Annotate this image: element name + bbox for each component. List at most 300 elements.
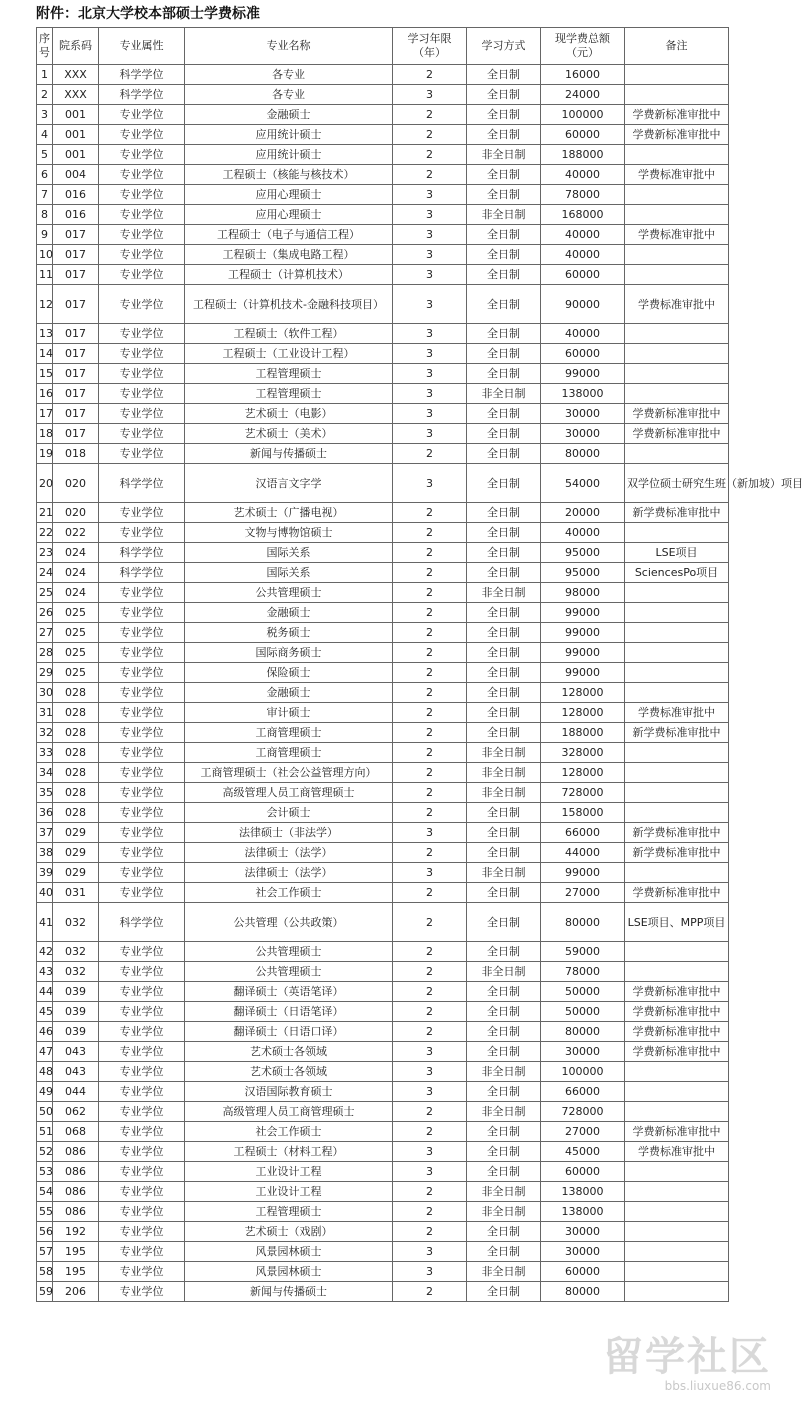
table-row: [37, 225, 729, 245]
cell-index: 13: [37, 324, 53, 344]
cell-program-name: 艺术硕士（美术）: [185, 424, 393, 444]
fee-table: [36, 27, 803, 1302]
cell-study-mode: 全日制: [467, 1022, 541, 1042]
cell-degree-type: 专业学位: [99, 763, 185, 783]
cell-total-fee: 100000: [541, 105, 625, 125]
cell-program-name: 工程管理硕士: [185, 384, 393, 404]
cell-dept-code: 017: [53, 285, 99, 324]
cell-program-name: 保险硕士: [185, 663, 393, 683]
cell-duration: 3: [393, 404, 467, 424]
cell-total-fee: 30000: [541, 1042, 625, 1062]
table-row: [37, 1142, 729, 1162]
cell-total-fee: 100000: [541, 1062, 625, 1082]
cell-note: [625, 803, 729, 823]
cell-total-fee: 328000: [541, 743, 625, 763]
cell-note: [625, 643, 729, 663]
cell-total-fee: 188000: [541, 145, 625, 165]
cell-index: 18: [37, 424, 53, 444]
cell-dept-code: 192: [53, 1222, 99, 1242]
cell-index: 1: [37, 65, 53, 85]
cell-program-name: 金融硕士: [185, 603, 393, 623]
cell-index: 59: [37, 1282, 53, 1302]
cell-duration: 3: [393, 424, 467, 444]
cell-study-mode: 全日制: [467, 723, 541, 743]
cell-index: 19: [37, 444, 53, 464]
table-row: [37, 503, 729, 523]
cell-study-mode: 非全日制: [467, 145, 541, 165]
cell-duration: 3: [393, 85, 467, 105]
cell-index: 26: [37, 603, 53, 623]
cell-duration: 2: [393, 1002, 467, 1022]
cell-total-fee: 60000: [541, 125, 625, 145]
cell-degree-type: 专业学位: [99, 523, 185, 543]
cell-total-fee: 66000: [541, 823, 625, 843]
table-row: [37, 464, 729, 503]
cell-program-name: 工商管理硕士: [185, 743, 393, 763]
table-row: [37, 543, 729, 563]
cell-study-mode: 非全日制: [467, 1182, 541, 1202]
cell-duration: 2: [393, 1222, 467, 1242]
cell-index: 56: [37, 1222, 53, 1242]
cell-index: 17: [37, 404, 53, 424]
cell-index: 49: [37, 1082, 53, 1102]
cell-index: 16: [37, 384, 53, 404]
cell-note: 双学位硕士研究生班（新加坡）项目: [625, 464, 729, 503]
cell-dept-code: 044: [53, 1082, 99, 1102]
cell-study-mode: 非全日制: [467, 205, 541, 225]
cell-program-name: 国际商务硕士: [185, 643, 393, 663]
cell-note: 新学费标准审批中: [625, 723, 729, 743]
cell-program-name: 应用统计硕士: [185, 125, 393, 145]
table-row: [37, 324, 729, 344]
cell-duration: 3: [393, 464, 467, 503]
cell-degree-type: 专业学位: [99, 444, 185, 464]
table-row: [37, 803, 729, 823]
cell-degree-type: 专业学位: [99, 1042, 185, 1062]
cell-program-name: 公共管理硕士: [185, 583, 393, 603]
cell-index: 5: [37, 145, 53, 165]
cell-program-name: 应用心理硕士: [185, 205, 393, 225]
cell-note: [625, 1102, 729, 1122]
cell-dept-code: 025: [53, 663, 99, 683]
cell-program-name: 文物与博物馆硕士: [185, 523, 393, 543]
header-total-fee: 现学费总额（元）: [541, 28, 625, 65]
cell-total-fee: 40000: [541, 165, 625, 185]
table-row: [37, 1082, 729, 1102]
cell-dept-code: 016: [53, 205, 99, 225]
table-row: [37, 1062, 729, 1082]
cell-note: 新学费标准审批中: [625, 823, 729, 843]
cell-dept-code: 028: [53, 783, 99, 803]
cell-study-mode: 非全日制: [467, 783, 541, 803]
cell-total-fee: 50000: [541, 982, 625, 1002]
cell-dept-code: 086: [53, 1182, 99, 1202]
cell-dept-code: 020: [53, 503, 99, 523]
fee-table-body: [37, 65, 803, 1302]
cell-note: [625, 603, 729, 623]
cell-note: 学费新标准审批中: [625, 1022, 729, 1042]
cell-duration: 3: [393, 1262, 467, 1282]
cell-program-name: 新闻与传播硕士: [185, 1282, 393, 1302]
cell-duration: 3: [393, 324, 467, 344]
cell-study-mode: 全日制: [467, 883, 541, 903]
cell-duration: 3: [393, 384, 467, 404]
watermark-text: 留学社区: [603, 1334, 771, 1380]
cell-dept-code: 086: [53, 1162, 99, 1182]
cell-duration: 3: [393, 1082, 467, 1102]
cell-degree-type: 专业学位: [99, 1222, 185, 1242]
cell-dept-code: 028: [53, 803, 99, 823]
cell-duration: 2: [393, 763, 467, 783]
cell-program-name: 艺术硕士（广播电视）: [185, 503, 393, 523]
cell-index: 50: [37, 1102, 53, 1122]
cell-degree-type: 专业学位: [99, 205, 185, 225]
cell-duration: 3: [393, 1162, 467, 1182]
table-row: [37, 1122, 729, 1142]
cell-degree-type: 科学学位: [99, 85, 185, 105]
cell-degree-type: 专业学位: [99, 384, 185, 404]
cell-index: 58: [37, 1262, 53, 1282]
cell-duration: 2: [393, 982, 467, 1002]
table-row: [37, 285, 729, 324]
cell-total-fee: 95000: [541, 543, 625, 563]
cell-duration: 2: [393, 663, 467, 683]
cell-degree-type: 专业学位: [99, 344, 185, 364]
table-row: [37, 603, 729, 623]
cell-note: 新学费标准审批中: [625, 503, 729, 523]
cell-index: 30: [37, 683, 53, 703]
cell-study-mode: 全日制: [467, 683, 541, 703]
table-row: [37, 65, 729, 85]
cell-duration: 3: [393, 1042, 467, 1062]
cell-note: [625, 444, 729, 464]
cell-dept-code: 032: [53, 942, 99, 962]
cell-note: [625, 663, 729, 683]
cell-dept-code: 043: [53, 1062, 99, 1082]
header-study-mode: 学习方式: [467, 28, 541, 65]
cell-total-fee: 78000: [541, 962, 625, 982]
cell-study-mode: 全日制: [467, 623, 541, 643]
cell-degree-type: 专业学位: [99, 265, 185, 285]
cell-duration: 3: [393, 863, 467, 883]
cell-program-name: 工程管理硕士: [185, 1202, 393, 1222]
cell-program-name: 汉语言文字学: [185, 464, 393, 503]
cell-study-mode: 全日制: [467, 125, 541, 145]
cell-note: 学费标准审批中: [625, 225, 729, 245]
cell-dept-code: 020: [53, 464, 99, 503]
cell-total-fee: 80000: [541, 1282, 625, 1302]
cell-total-fee: 60000: [541, 1162, 625, 1182]
cell-dept-code: 029: [53, 823, 99, 843]
cell-total-fee: 27000: [541, 883, 625, 903]
cell-study-mode: 全日制: [467, 404, 541, 424]
cell-total-fee: 188000: [541, 723, 625, 743]
cell-index: 12: [37, 285, 53, 324]
cell-program-name: 工程硕士（材料工程）: [185, 1142, 393, 1162]
table-row: [37, 783, 729, 803]
cell-program-name: 社会工作硕士: [185, 1122, 393, 1142]
cell-study-mode: 全日制: [467, 982, 541, 1002]
cell-duration: 2: [393, 903, 467, 942]
cell-study-mode: 全日制: [467, 265, 541, 285]
table-row: [37, 683, 729, 703]
cell-total-fee: 728000: [541, 783, 625, 803]
cell-degree-type: 专业学位: [99, 404, 185, 424]
cell-dept-code: 001: [53, 125, 99, 145]
cell-dept-code: 029: [53, 843, 99, 863]
cell-note: 学费标准审批中: [625, 165, 729, 185]
cell-total-fee: 80000: [541, 444, 625, 464]
cell-total-fee: 60000: [541, 1262, 625, 1282]
cell-study-mode: 非全日制: [467, 1062, 541, 1082]
cell-study-mode: 全日制: [467, 285, 541, 324]
cell-total-fee: 99000: [541, 623, 625, 643]
cell-index: 20: [37, 464, 53, 503]
cell-degree-type: 专业学位: [99, 145, 185, 165]
cell-total-fee: 20000: [541, 503, 625, 523]
cell-program-name: 工程硕士（电子与通信工程）: [185, 225, 393, 245]
cell-dept-code: 018: [53, 444, 99, 464]
cell-index: 3: [37, 105, 53, 125]
cell-program-name: 国际关系: [185, 563, 393, 583]
watermark-logo: [603, 1335, 771, 1393]
cell-degree-type: 专业学位: [99, 1102, 185, 1122]
cell-index: 54: [37, 1182, 53, 1202]
cell-program-name: 金融硕士: [185, 105, 393, 125]
cell-dept-code: 025: [53, 623, 99, 643]
cell-dept-code: 031: [53, 883, 99, 903]
cell-study-mode: 全日制: [467, 65, 541, 85]
cell-duration: 2: [393, 1182, 467, 1202]
table-row: [37, 743, 729, 763]
cell-note: 学费新标准审批中: [625, 424, 729, 444]
cell-total-fee: 98000: [541, 583, 625, 603]
cell-dept-code: 028: [53, 743, 99, 763]
cell-duration: 2: [393, 583, 467, 603]
cell-index: 11: [37, 265, 53, 285]
table-row: [37, 723, 729, 743]
cell-duration: 2: [393, 723, 467, 743]
cell-note: [625, 1282, 729, 1302]
cell-index: 34: [37, 763, 53, 783]
cell-study-mode: 全日制: [467, 823, 541, 843]
cell-duration: 2: [393, 145, 467, 165]
cell-index: 53: [37, 1162, 53, 1182]
cell-program-name: 社会工作硕士: [185, 883, 393, 903]
cell-degree-type: 专业学位: [99, 185, 185, 205]
cell-duration: 2: [393, 1282, 467, 1302]
cell-duration: 2: [393, 643, 467, 663]
cell-total-fee: 40000: [541, 225, 625, 245]
cell-study-mode: 全日制: [467, 703, 541, 723]
cell-program-name: 新闻与传播硕士: [185, 444, 393, 464]
cell-degree-type: 专业学位: [99, 1282, 185, 1302]
cell-duration: 2: [393, 962, 467, 982]
cell-study-mode: 全日制: [467, 85, 541, 105]
cell-program-name: 各专业: [185, 85, 393, 105]
cell-duration: 2: [393, 1102, 467, 1122]
cell-note: [625, 1182, 729, 1202]
table-row: [37, 763, 729, 783]
cell-note: 学费新标准审批中: [625, 125, 729, 145]
cell-dept-code: 024: [53, 543, 99, 563]
table-row: [37, 703, 729, 723]
cell-study-mode: 非全日制: [467, 763, 541, 783]
cell-study-mode: 全日制: [467, 464, 541, 503]
cell-degree-type: 科学学位: [99, 903, 185, 942]
cell-index: 27: [37, 623, 53, 643]
cell-total-fee: 99000: [541, 863, 625, 883]
cell-program-name: 翻译硕士（英语笔译）: [185, 982, 393, 1002]
cell-total-fee: 80000: [541, 903, 625, 942]
cell-dept-code: 086: [53, 1202, 99, 1222]
cell-total-fee: 27000: [541, 1122, 625, 1142]
cell-note: [625, 324, 729, 344]
cell-total-fee: 78000: [541, 185, 625, 205]
cell-note: [625, 743, 729, 763]
header-note: 备注: [625, 28, 729, 65]
cell-duration: 3: [393, 823, 467, 843]
cell-duration: 3: [393, 245, 467, 265]
cell-duration: 2: [393, 942, 467, 962]
cell-degree-type: 专业学位: [99, 165, 185, 185]
cell-note: [625, 344, 729, 364]
cell-note: 学费新标准审批中: [625, 404, 729, 424]
cell-dept-code: 001: [53, 145, 99, 165]
table-row: [37, 823, 729, 843]
cell-program-name: 工商管理硕士（社会公益管理方向）: [185, 763, 393, 783]
cell-program-name: 应用心理硕士: [185, 185, 393, 205]
cell-degree-type: 专业学位: [99, 1002, 185, 1022]
cell-dept-code: 028: [53, 763, 99, 783]
cell-total-fee: 99000: [541, 663, 625, 683]
table-row: [37, 1262, 729, 1282]
cell-degree-type: 专业学位: [99, 603, 185, 623]
cell-dept-code: 039: [53, 1002, 99, 1022]
cell-program-name: 法律硕士（法学）: [185, 843, 393, 863]
cell-index: 35: [37, 783, 53, 803]
cell-study-mode: 全日制: [467, 1002, 541, 1022]
cell-index: 39: [37, 863, 53, 883]
cell-degree-type: 专业学位: [99, 125, 185, 145]
cell-total-fee: 99000: [541, 643, 625, 663]
table-row: [37, 105, 729, 125]
table-row: [37, 1202, 729, 1222]
cell-dept-code: 028: [53, 703, 99, 723]
cell-index: 57: [37, 1242, 53, 1262]
cell-note: 学费标准审批中: [625, 703, 729, 723]
cell-degree-type: 专业学位: [99, 324, 185, 344]
watermark-url: bbs.liuxue86.com: [664, 1379, 771, 1393]
cell-index: 14: [37, 344, 53, 364]
table-row: [37, 1182, 729, 1202]
cell-study-mode: 全日制: [467, 444, 541, 464]
table-row: [37, 424, 729, 444]
cell-note: [625, 265, 729, 285]
cell-program-name: 公共管理（公共政策）: [185, 903, 393, 942]
table-row: [37, 903, 729, 942]
cell-total-fee: 54000: [541, 464, 625, 503]
table-row: [37, 1002, 729, 1022]
cell-study-mode: 全日制: [467, 1142, 541, 1162]
cell-duration: 2: [393, 125, 467, 145]
cell-note: LSE项目: [625, 543, 729, 563]
cell-program-name: 工业设计工程: [185, 1162, 393, 1182]
cell-duration: 2: [393, 1122, 467, 1142]
cell-study-mode: 全日制: [467, 245, 541, 265]
cell-note: [625, 763, 729, 783]
cell-degree-type: 专业学位: [99, 823, 185, 843]
table-row: [37, 1242, 729, 1262]
cell-index: 6: [37, 165, 53, 185]
cell-dept-code: 017: [53, 424, 99, 444]
cell-degree-type: 专业学位: [99, 285, 185, 324]
cell-study-mode: 全日制: [467, 165, 541, 185]
table-row: [37, 404, 729, 424]
cell-degree-type: 专业学位: [99, 105, 185, 125]
cell-total-fee: 16000: [541, 65, 625, 85]
cell-dept-code: 017: [53, 364, 99, 384]
cell-note: [625, 1222, 729, 1242]
cell-dept-code: 017: [53, 245, 99, 265]
cell-index: 41: [37, 903, 53, 942]
cell-study-mode: 全日制: [467, 563, 541, 583]
cell-duration: 3: [393, 1062, 467, 1082]
cell-note: 学费新标准审批中: [625, 982, 729, 1002]
cell-study-mode: 全日制: [467, 324, 541, 344]
cell-dept-code: 062: [53, 1102, 99, 1122]
cell-degree-type: 专业学位: [99, 583, 185, 603]
table-row: [37, 1222, 729, 1242]
cell-study-mode: 全日制: [467, 643, 541, 663]
cell-total-fee: 66000: [541, 1082, 625, 1102]
cell-index: 37: [37, 823, 53, 843]
page-title: 附件：北京大学校本部硕士学费标准: [36, 6, 260, 22]
cell-program-name: 翻译硕士（日语笔译）: [185, 1002, 393, 1022]
cell-index: 24: [37, 563, 53, 583]
cell-program-name: 翻译硕士（日语口译）: [185, 1022, 393, 1042]
cell-degree-type: 专业学位: [99, 503, 185, 523]
cell-study-mode: 全日制: [467, 364, 541, 384]
cell-note: 学费新标准审批中: [625, 1042, 729, 1062]
cell-program-name: 艺术硕士（戏剧）: [185, 1222, 393, 1242]
cell-dept-code: XXX: [53, 85, 99, 105]
cell-note: 新学费标准审批中: [625, 843, 729, 863]
table-row: [37, 843, 729, 863]
table-row: [37, 1102, 729, 1122]
cell-duration: 3: [393, 1142, 467, 1162]
cell-note: 学费新标准审批中: [625, 883, 729, 903]
cell-total-fee: 128000: [541, 763, 625, 783]
cell-program-name: 税务硕士: [185, 623, 393, 643]
cell-study-mode: 全日制: [467, 523, 541, 543]
cell-note: SciencesPo项目: [625, 563, 729, 583]
cell-dept-code: 001: [53, 105, 99, 125]
cell-total-fee: 40000: [541, 245, 625, 265]
cell-degree-type: 专业学位: [99, 623, 185, 643]
cell-note: [625, 205, 729, 225]
cell-note: 学费标准审批中: [625, 1142, 729, 1162]
header-dept-code: 院系码: [53, 28, 99, 65]
table-row: [37, 623, 729, 643]
cell-degree-type: 专业学位: [99, 703, 185, 723]
cell-degree-type: 专业学位: [99, 1142, 185, 1162]
cell-index: 28: [37, 643, 53, 663]
cell-index: 40: [37, 883, 53, 903]
cell-dept-code: 025: [53, 643, 99, 663]
cell-dept-code: 025: [53, 603, 99, 623]
cell-dept-code: 195: [53, 1262, 99, 1282]
